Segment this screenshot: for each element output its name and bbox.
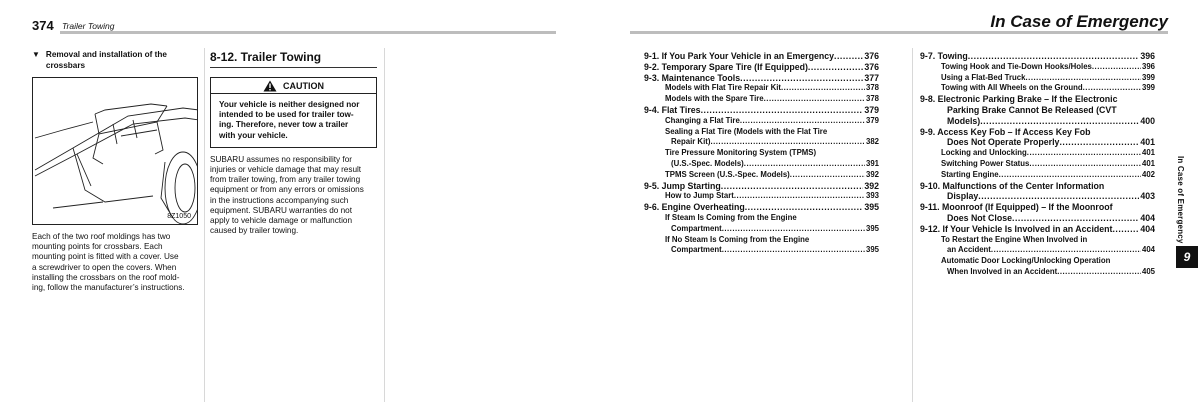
toc-page-number: 392 xyxy=(864,180,879,191)
figure-code: 8Z1050 xyxy=(167,213,191,220)
toc-row xyxy=(644,202,879,213)
toc-label: Models with the Spare Tire xyxy=(665,94,764,104)
toc-entry xyxy=(644,51,879,62)
toc-row xyxy=(920,83,1155,94)
toc-label: Models with Flat Tire Repair Kit xyxy=(665,83,781,93)
toc-page-number: 376 xyxy=(864,51,879,61)
toc-label: Starting Engine xyxy=(941,169,999,179)
toc-label: Using a Flat-Bed Truck xyxy=(941,72,1026,82)
toc-label: TPMS Screen (U.S.-Spec. Models) xyxy=(665,169,790,179)
running-header: Trailer Towing xyxy=(62,21,115,31)
toc-leader-dots xyxy=(968,51,1140,62)
toc-page-number: 396 xyxy=(1140,51,1155,61)
toc-entry xyxy=(920,83,1155,94)
side-tab-label: In Case of Emergency xyxy=(1176,156,1185,244)
toc-label: If Steam Is Coming from the Engine xyxy=(665,212,797,222)
toc-row xyxy=(644,181,879,192)
toc-page-number: 392 xyxy=(865,169,879,179)
toc-entry xyxy=(644,62,879,73)
toc-entry xyxy=(644,94,879,105)
toc-entry xyxy=(920,170,1155,181)
toc-column-left xyxy=(644,51,879,256)
toc-page-number: 404 xyxy=(1140,212,1155,223)
toc-row xyxy=(920,267,1155,278)
toc-entry xyxy=(644,83,879,94)
toc-leader-dots xyxy=(740,73,863,84)
toc-page-number: 405 xyxy=(1141,266,1155,276)
text-line: intended to be used for trailer tow- xyxy=(219,110,354,120)
toc-row xyxy=(644,116,879,127)
toc-label: 9-6. Engine Overheating xyxy=(644,202,745,213)
text-line: with your vehicle. xyxy=(219,130,288,140)
toc-leader-dots xyxy=(1059,137,1139,148)
text-line: Your vehicle is neither designed nor xyxy=(219,100,360,109)
toc-leader-dots xyxy=(1027,148,1141,159)
toc-page-number: 378 xyxy=(865,94,879,104)
toc-leader-dots xyxy=(991,245,1141,256)
toc-leader-dots xyxy=(701,105,864,116)
text-line: mounting points for crossbars. Each xyxy=(32,242,163,252)
column-divider xyxy=(912,48,913,402)
toc-page-number: 402 xyxy=(1141,169,1155,179)
toc-row xyxy=(644,62,879,73)
toc-page-number: 395 xyxy=(865,245,879,255)
toc-row xyxy=(920,148,1155,159)
toc-row xyxy=(644,105,879,116)
toc-row xyxy=(920,62,1155,73)
toc-page-number: 395 xyxy=(865,223,879,233)
toc-label: Models) xyxy=(947,115,981,126)
toc-label: When Involved in an Accident xyxy=(947,266,1058,276)
toc-page-number: 379 xyxy=(864,104,879,115)
toc-entry xyxy=(644,235,879,257)
toc-entry xyxy=(920,94,1155,126)
text-line: installing the crossbars on the roof mold- xyxy=(32,272,180,282)
toc-page-number: 401 xyxy=(1141,158,1155,168)
toc-row xyxy=(920,73,1155,84)
toc-row xyxy=(920,224,1155,235)
toc-row xyxy=(920,159,1155,170)
text-line: injuries or vehicle damage that may result xyxy=(210,165,362,175)
crossbar-paragraph xyxy=(32,232,198,293)
toc-page-number: 396 xyxy=(1141,61,1155,71)
toc-label: Towing with All Wheels on the Ground xyxy=(941,83,1083,93)
toc-label: Parking Brake Cannot Be Released (CVT xyxy=(947,104,1117,115)
toc-page-number: 378 xyxy=(865,83,879,93)
page-number: 374 xyxy=(32,18,54,33)
toc-page-number: 401 xyxy=(1140,137,1155,148)
toc-entry xyxy=(644,202,879,213)
toc-page-number: 382 xyxy=(865,137,879,147)
toc-label: Compartment xyxy=(671,223,722,233)
toc-row xyxy=(644,159,879,170)
toc-leader-dots xyxy=(1112,224,1139,235)
towing-paragraph xyxy=(210,155,377,237)
toc-leader-dots xyxy=(1083,83,1141,94)
toc-label: Display xyxy=(947,191,979,202)
toc-label: Towing Hook and Tie-Down Hooks/Holes xyxy=(941,61,1092,71)
toc-label: Automatic Door Locking/Unlocking Operation xyxy=(941,256,1111,266)
toc-label: Switching Power Status xyxy=(941,158,1030,168)
toc-page-number: 379 xyxy=(865,115,879,125)
heading-line: Removal and installation of the xyxy=(45,50,167,59)
toc-leader-dots xyxy=(1092,62,1141,73)
toc-label: Does Not Close xyxy=(947,212,1013,223)
toc-row xyxy=(920,170,1155,181)
text-line: equipment or from any errors or omissions xyxy=(210,185,364,195)
toc-row xyxy=(644,51,879,62)
toc-row xyxy=(920,116,1155,127)
toc-label: If No Steam Is Coming from the Engine xyxy=(665,234,810,244)
toc-label: 9-11. Moonroof (If Equipped) – If the Moonroof xyxy=(920,202,1113,213)
toc-label: Compartment xyxy=(671,245,722,255)
toc-entry xyxy=(920,127,1155,149)
toc-entry xyxy=(644,105,879,116)
toc-page-number: 376 xyxy=(864,61,879,72)
toc-row xyxy=(644,170,879,181)
toc-label: 9-4. Flat Tires xyxy=(644,104,701,115)
toc-row xyxy=(644,73,879,84)
column-divider xyxy=(204,48,205,402)
toc-row xyxy=(644,224,879,235)
toc-entry xyxy=(920,159,1155,170)
toc-row xyxy=(644,245,879,256)
toc-entry xyxy=(920,51,1155,62)
toc-leader-dots xyxy=(745,202,864,213)
text-line: ing, follow the manufacturer’s instructions. xyxy=(32,283,185,293)
toc-label: To Restart the Engine When Involved in xyxy=(941,234,1088,244)
toc-entry xyxy=(644,148,879,170)
section-title: 8-12. Trailer Towing xyxy=(210,50,377,68)
toc-page-number: 399 xyxy=(1141,83,1155,93)
text-line: SUBARU assumes no responsibility for xyxy=(210,154,352,164)
toc-page-number: 404 xyxy=(1140,223,1155,234)
toc-leader-dots xyxy=(764,94,865,105)
toc-page-number: 399 xyxy=(1141,72,1155,82)
toc-label: Does Not Operate Properly xyxy=(947,137,1060,148)
text-line: ing. Therefore, never tow a trailer xyxy=(219,120,349,130)
toc-leader-dots xyxy=(734,191,865,202)
toc-leader-dots xyxy=(1025,73,1141,84)
toc-label: 9-7. Towing xyxy=(920,51,968,61)
toc-page-number: 400 xyxy=(1140,115,1155,126)
right-page xyxy=(600,0,1200,402)
toc-entry xyxy=(644,116,879,127)
toc-entry xyxy=(920,62,1155,73)
toc-row xyxy=(644,191,879,202)
roof-molding-illustration xyxy=(33,78,198,225)
toc-label: an Accident xyxy=(947,245,991,255)
toc-label: 9-5. Jump Starting xyxy=(644,180,721,191)
toc-row xyxy=(644,137,879,148)
toc-label: 9-12. If Your Vehicle Is Involved in an Accident xyxy=(920,223,1113,234)
toc-leader-dots xyxy=(721,181,864,192)
toc-page-number: 395 xyxy=(864,202,879,213)
text-line: apply to vehicle damage or malfunction xyxy=(210,216,352,226)
toc-leader-dots xyxy=(978,191,1139,202)
toc-leader-dots xyxy=(1029,159,1141,170)
toc-leader-dots xyxy=(980,116,1139,127)
toc-label: 9-8. Electronic Parking Brake – If the Electronic xyxy=(920,94,1118,105)
toc-leader-dots xyxy=(999,170,1141,181)
toc-column-right xyxy=(920,51,1155,278)
toc-label: Changing a Flat Tire xyxy=(665,115,740,125)
column-divider xyxy=(384,48,385,402)
toc-label: 9-10. Malfunctions of the Center Information xyxy=(920,180,1105,191)
toc-row xyxy=(920,51,1155,62)
toc-leader-dots xyxy=(744,159,865,170)
subsection-heading xyxy=(32,50,198,71)
toc-leader-dots xyxy=(790,170,865,181)
toc-entry xyxy=(644,213,879,235)
text-line: equipment. SUBARU warranties do not xyxy=(210,205,352,215)
warning-triangle-icon xyxy=(263,80,277,92)
toc-page-number: 377 xyxy=(864,72,879,83)
toc-label: 9-1. If You Park Your Vehicle in an Emergency xyxy=(644,51,835,61)
toc-page-number: 403 xyxy=(1140,191,1155,202)
caution-box xyxy=(210,77,377,148)
chapter-number-box: 9 xyxy=(1176,246,1198,268)
toc-row xyxy=(644,94,879,105)
toc-row xyxy=(920,245,1155,256)
column-1 xyxy=(32,50,198,293)
caution-label: CAUTION xyxy=(283,80,324,91)
toc-page-number: 391 xyxy=(865,158,879,168)
toc-label: 9-3. Maintenance Tools xyxy=(644,72,741,83)
toc-entry xyxy=(920,235,1155,257)
toc-page-number: 393 xyxy=(865,191,879,201)
text-line: a screwdriver to open the covers. When xyxy=(32,262,177,272)
toc-leader-dots xyxy=(722,245,865,256)
toc-leader-dots xyxy=(722,224,865,235)
toc-leader-dots xyxy=(1057,267,1141,278)
toc-leader-dots xyxy=(781,83,865,94)
caution-header xyxy=(211,78,376,94)
caution-text xyxy=(211,94,376,147)
text-line: mounting point is fitted with a cover. Use xyxy=(32,252,179,262)
column-2 xyxy=(210,50,377,236)
toc-entry xyxy=(920,73,1155,84)
toc-entry xyxy=(644,181,879,192)
text-line: Each of the two roof moldings has two xyxy=(32,232,171,241)
toc-label: Repair Kit) xyxy=(671,137,711,147)
toc-entry xyxy=(644,73,879,84)
toc-entry xyxy=(920,256,1155,278)
text-line: caused by trailer towing. xyxy=(210,226,299,236)
toc-row xyxy=(920,213,1155,224)
toc-leader-dots xyxy=(1012,213,1139,224)
toc-label: Locking and Unlocking xyxy=(941,148,1027,158)
toc-entry xyxy=(644,127,879,149)
toc-entry xyxy=(920,224,1155,235)
toc-leader-dots xyxy=(834,51,863,62)
toc-leader-dots xyxy=(808,62,863,73)
toc-entry xyxy=(920,181,1155,203)
toc-row xyxy=(920,191,1155,202)
toc-entry xyxy=(644,170,879,181)
toc-leader-dots xyxy=(740,116,865,127)
toc-leader-dots xyxy=(710,137,865,148)
toc-label: (U.S.-Spec. Models) xyxy=(671,158,744,168)
text-line: from trailer towing, from any trailer towing xyxy=(210,175,361,185)
crossbar-figure xyxy=(32,77,198,225)
toc-label: 9-2. Temporary Spare Tire (If Equipped) xyxy=(644,61,808,72)
toc-row xyxy=(644,83,879,94)
toc-row xyxy=(920,137,1155,148)
toc-label: 9-9. Access Key Fob – If Access Key Fob xyxy=(920,126,1091,137)
chapter-title: In Case of Emergency xyxy=(990,12,1168,31)
toc-label: Sealing a Flat Tire (Models with the Flat Tire xyxy=(665,126,828,136)
toc-label: How to Jump Start xyxy=(665,191,734,201)
bullet-triangle-icon: ▼ xyxy=(32,50,40,59)
toc-label: Tire Pressure Monitoring System (TPMS) xyxy=(665,148,817,158)
text-line: in the instructions accompanying such xyxy=(210,195,349,205)
toc-entry xyxy=(644,191,879,202)
toc-page-number: 404 xyxy=(1141,245,1155,255)
toc-entry xyxy=(920,148,1155,159)
heading-line: crossbars xyxy=(45,60,86,70)
header-rule xyxy=(60,31,556,34)
toc-page-number: 401 xyxy=(1141,148,1155,158)
toc-entry xyxy=(920,202,1155,224)
